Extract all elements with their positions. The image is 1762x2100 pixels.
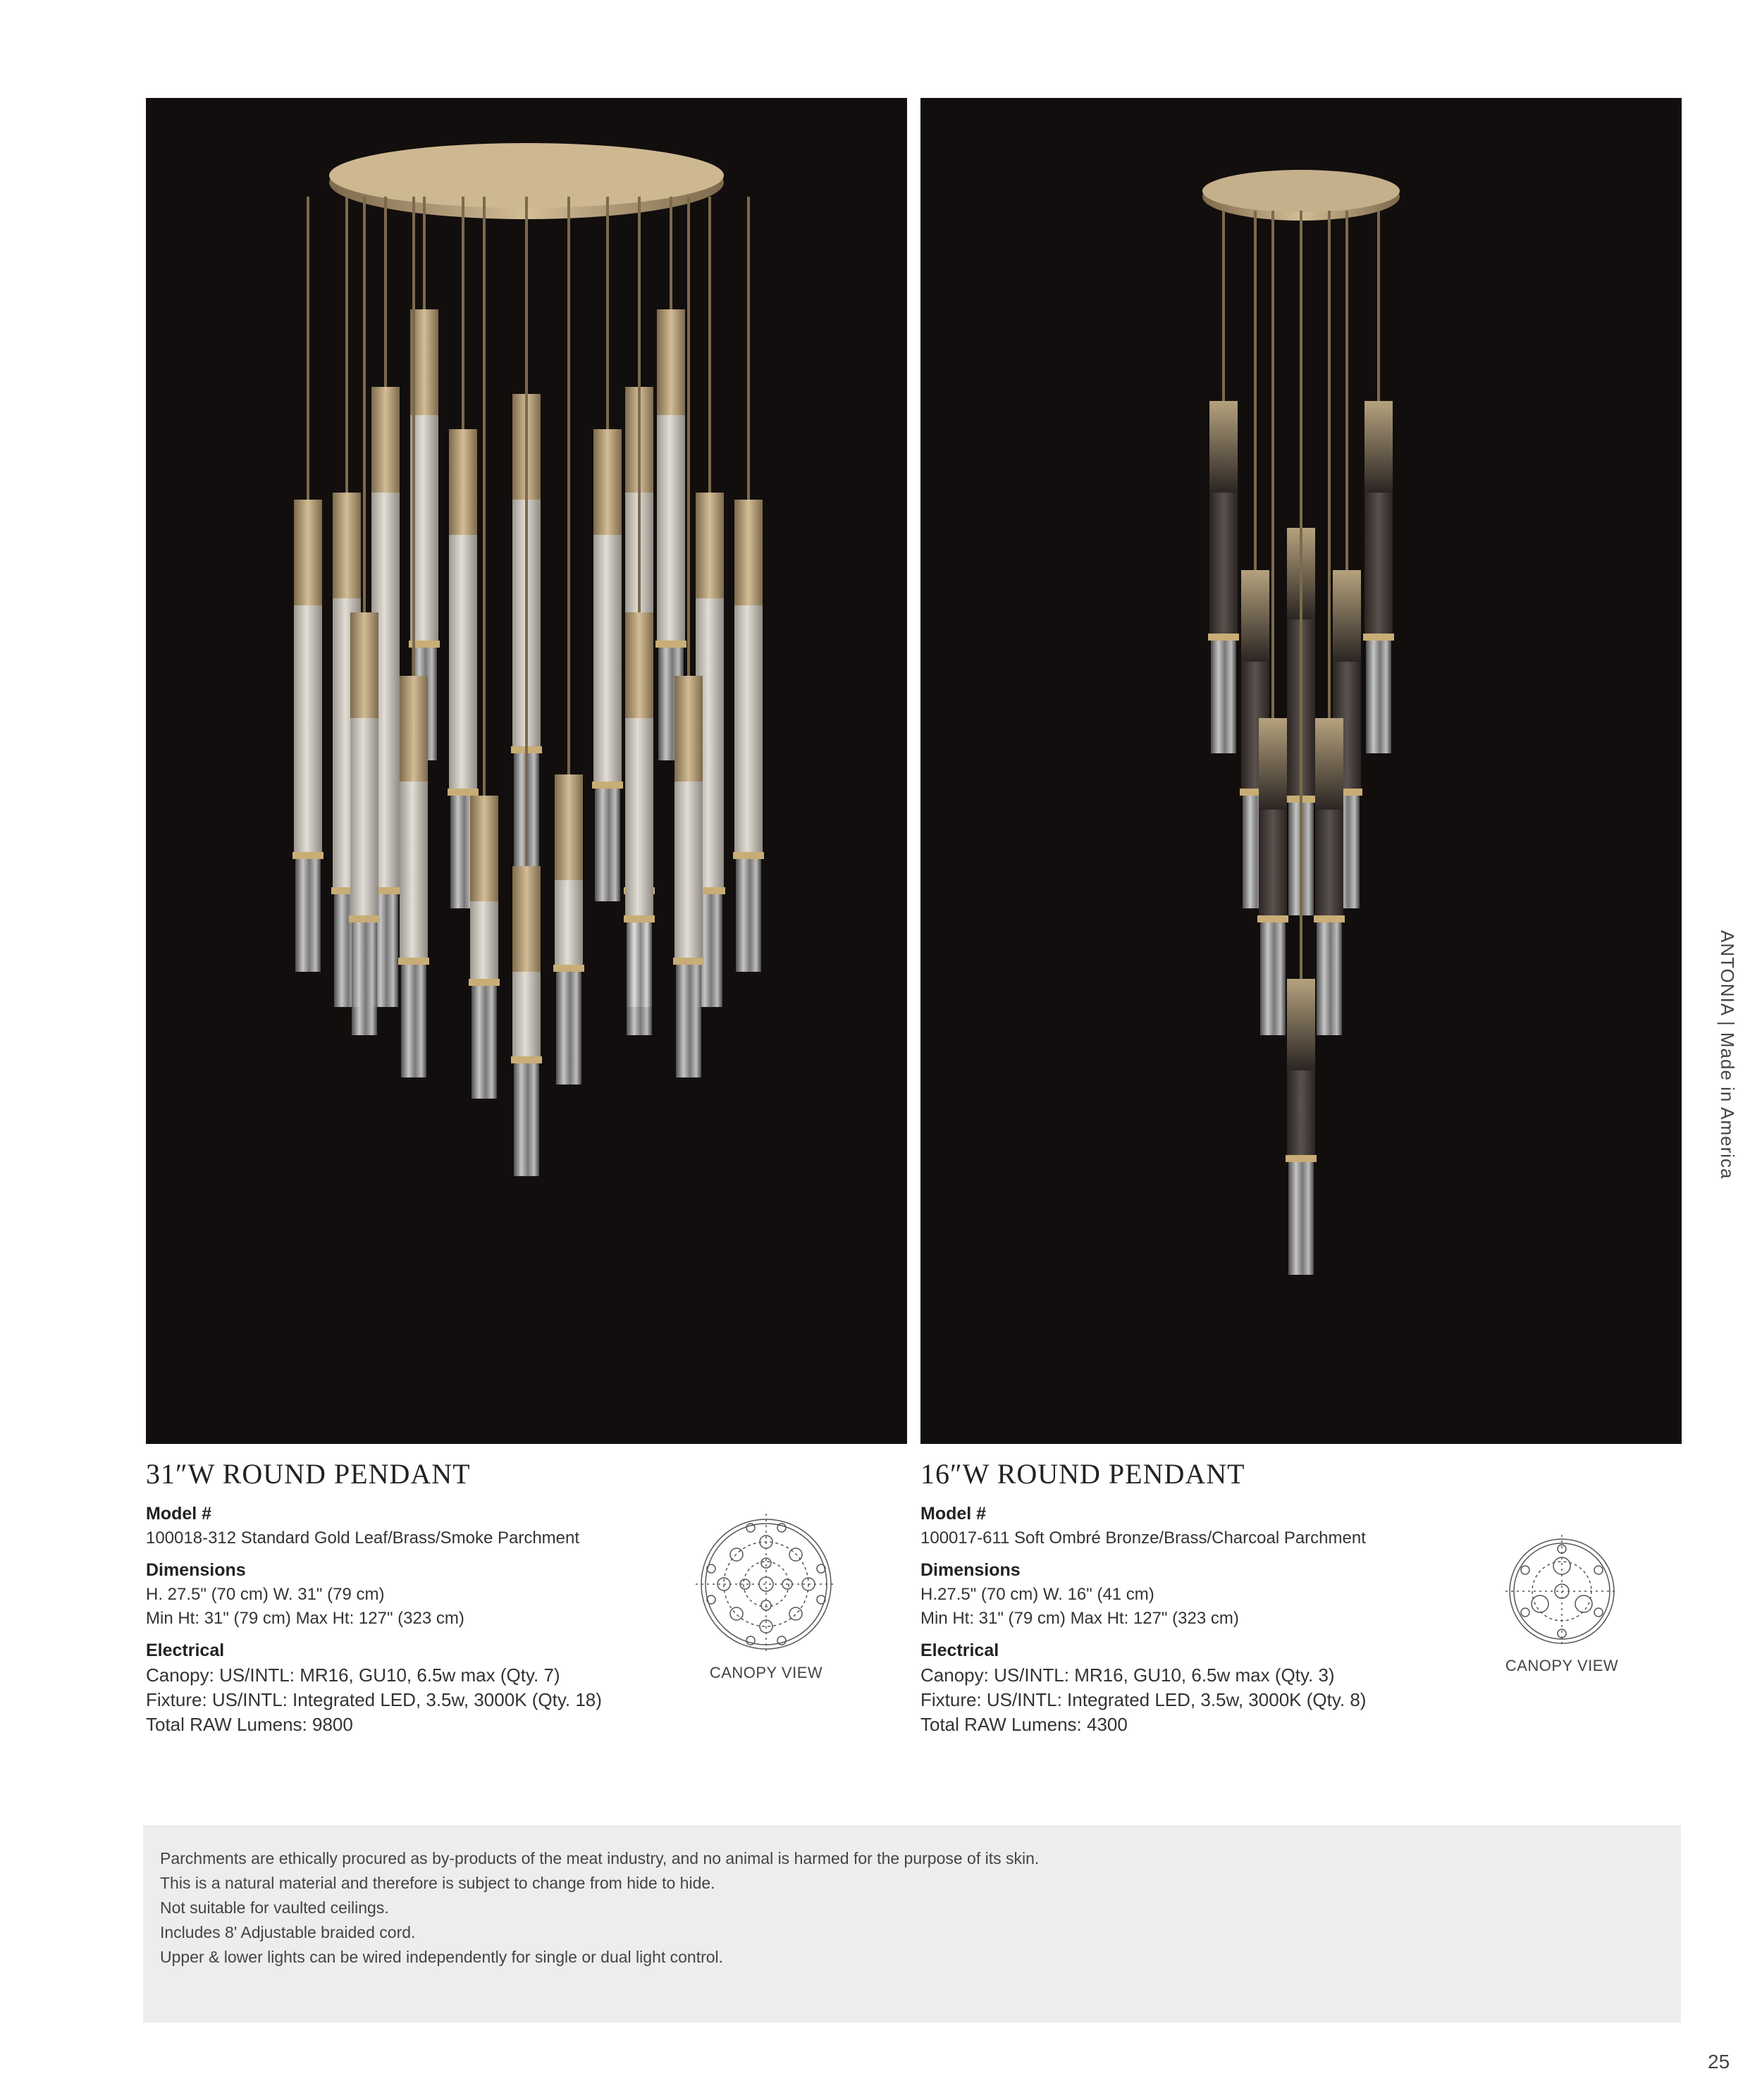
product-title: 31″W ROUND PENDANT <box>146 1458 471 1490</box>
pendant-brass-cap <box>1259 718 1287 810</box>
dimensions-line: Min Ht: 31" (79 cm) Max Ht: 127" (323 cm) <box>146 1609 464 1628</box>
pendant-brass-ring <box>398 958 429 965</box>
pendant-brass-ring <box>1257 915 1288 922</box>
pendant-parchment-shade <box>674 782 703 958</box>
pendant-parchment-shade <box>625 718 653 915</box>
electrical-line: Canopy: US/INTL: MR16, GU10, 6.5w max (Qty. 3) <box>920 1664 1335 1686</box>
pendant-brass-cap <box>1315 718 1343 810</box>
pendant-crystal-rod <box>1366 641 1391 753</box>
canopy-view-diagram <box>696 1514 837 1682</box>
electrical-label: Electrical <box>146 1641 225 1660</box>
pendant-parchment-shade <box>1259 810 1287 915</box>
pendant-brass-ring <box>292 852 324 859</box>
pendant-brass-cap <box>333 493 361 598</box>
product-info-31w <box>146 1457 907 1753</box>
pendant-brass-cap <box>449 429 477 535</box>
electrical-line: Canopy: US/INTL: MR16, GU10, 6.5w max (Qty. 7) <box>146 1664 560 1686</box>
product-title: 16″W ROUND PENDANT <box>920 1458 1245 1490</box>
pendant-brass-cap <box>1209 401 1238 493</box>
pendant-parchment-shade <box>449 535 477 789</box>
canopy-top-face <box>1202 170 1400 212</box>
pendant-brass-cap <box>371 387 400 493</box>
pendant-brass-cap <box>696 493 724 598</box>
pendant-parchment-shade <box>555 880 583 965</box>
side-brand-label: ANTONIA | Made in America <box>1717 930 1738 1180</box>
electrical-label: Electrical <box>920 1641 999 1660</box>
pendant-parchment-shade <box>512 972 541 1056</box>
pendant-crystal-rod <box>1211 641 1236 753</box>
pendant-parchment-shade <box>1364 493 1393 634</box>
pendant-crystal-rod <box>676 965 701 1077</box>
model-label: Model # <box>920 1504 987 1524</box>
model-label: Model # <box>146 1504 212 1524</box>
pendant-brass-cap <box>593 429 622 535</box>
notes-box <box>143 1825 1681 2022</box>
pendant-brass-ring <box>655 641 686 648</box>
note-line: Not suitable for vaulted ceilings. <box>160 1898 389 1917</box>
pendant-brass-ring <box>553 965 584 972</box>
pendant-brass-cap <box>674 676 703 782</box>
note-line: Includes 8' Adjustable braided cord. <box>160 1923 416 1941</box>
pendant-brass-ring <box>624 915 655 922</box>
pendant-brass-cap <box>1364 401 1393 493</box>
pendant-parchment-shade <box>294 605 322 852</box>
model-value: 100018-312 Standard Gold Leaf/Brass/Smoke Parchment <box>146 1528 580 1548</box>
pendant-crystal-rod <box>401 965 426 1077</box>
page-number: 25 <box>1708 2051 1730 2073</box>
pendant-crystal-rod <box>352 922 377 1035</box>
dimensions-line: H. 27.5" (70 cm) W. 31" (79 cm) <box>146 1585 385 1604</box>
pendant-crystal-rod <box>627 922 652 1035</box>
electrical-line: Fixture: US/INTL: Integrated LED, 3.5w, 3000K (Qty. 18) <box>146 1689 602 1710</box>
model-value: 100017-611 Soft Ombré Bronze/Brass/Charcoal Parchment <box>920 1528 1366 1548</box>
dimensions-label: Dimensions <box>146 1560 246 1580</box>
canopy-view-diagram <box>1491 1535 1632 1675</box>
pendant-parchment-shade <box>1315 810 1343 915</box>
pendant-brass-cap <box>555 774 583 880</box>
pendant-brass-ring <box>1208 634 1239 641</box>
pendant-brass-ring <box>733 852 764 859</box>
pendant-brass-ring <box>1286 1155 1317 1162</box>
pendant-crystal-rod <box>295 859 321 972</box>
pendant-brass-cap <box>294 500 322 605</box>
pendant-crystal-rod <box>1317 922 1342 1035</box>
pendant-parchment-shade <box>470 901 498 979</box>
pendant-crystal-rod <box>595 789 620 901</box>
pendant-brass-cap <box>1241 570 1269 662</box>
pendant-brass-ring <box>673 958 704 965</box>
pendant-brass-ring <box>349 915 380 922</box>
electrical-line: Fixture: US/INTL: Integrated LED, 3.5w, 3000K (Qty. 8) <box>920 1689 1367 1710</box>
product-photo-16w-pendant <box>920 98 1682 1444</box>
pendant-brass-cap <box>734 500 763 605</box>
pendant-brass-ring <box>1363 634 1394 641</box>
electrical-line: Total RAW Lumens: 9800 <box>146 1714 353 1735</box>
pendant-brass-ring <box>511 1056 542 1063</box>
pendant-brass-ring <box>1314 915 1345 922</box>
pendant-brass-ring <box>469 979 500 986</box>
dimensions-line: Min Ht: 31" (79 cm) Max Ht: 127" (323 cm) <box>920 1609 1239 1628</box>
pendant-crystal-rod <box>1260 922 1286 1035</box>
pendant-parchment-shade <box>1209 493 1238 634</box>
pendant-parchment-shade <box>657 415 685 641</box>
pendant-crystal-rod <box>736 859 761 972</box>
pendant-brass-ring <box>592 782 623 789</box>
pendant-brass-cap <box>470 796 498 901</box>
note-line: Upper & lower lights can be wired independently for single or dual light control. <box>160 1948 724 1966</box>
pendant-parchment-shade <box>1287 1070 1315 1155</box>
canopy-caption: CANOPY VIEW <box>709 1664 823 1681</box>
pendant-parchment-shade <box>400 782 428 958</box>
pendant-brass-cap <box>350 612 378 718</box>
pendant-brass-cap <box>625 612 653 718</box>
pendant-parchment-shade <box>350 718 378 915</box>
product-info-16w <box>920 1457 1682 1753</box>
pendant-crystal-rod <box>472 986 497 1099</box>
canopy-diagram-icon <box>696 1514 837 1655</box>
pendant-parchment-shade <box>734 605 763 852</box>
pendant-brass-cap <box>657 309 685 415</box>
pendant-illustration-31w <box>146 98 907 1444</box>
product-photo-31w-pendant <box>146 98 907 1444</box>
pendant-brass-cap <box>1287 979 1315 1070</box>
note-line: Parchments are ethically procured as by-products of the meat industry, and no animal is harmed for the purpose of its skin. <box>160 1849 1040 1867</box>
electrical-line: Total RAW Lumens: 4300 <box>920 1714 1128 1735</box>
note-line: This is a natural material and therefore is subject to change from hide to hide. <box>160 1874 715 1892</box>
pendant-crystal-rod <box>556 972 581 1085</box>
pendant-brass-cap <box>400 676 428 782</box>
pendant-crystal-rod <box>1288 1162 1314 1275</box>
pendant-brass-cap <box>512 866 541 972</box>
pendant-parchment-shade <box>593 535 622 782</box>
canopy-caption: CANOPY VIEW <box>1505 1657 1619 1674</box>
dimensions-label: Dimensions <box>920 1560 1021 1580</box>
pendant-crystal-rod <box>514 1063 539 1176</box>
pendant-brass-ring <box>448 789 479 796</box>
pendant-illustration-16w <box>920 98 1682 1444</box>
dimensions-line: H.27.5" (70 cm) W. 16" (41 cm) <box>920 1585 1154 1604</box>
pendant-brass-cap <box>1333 570 1361 662</box>
canopy-diagram-icon <box>1505 1535 1618 1648</box>
